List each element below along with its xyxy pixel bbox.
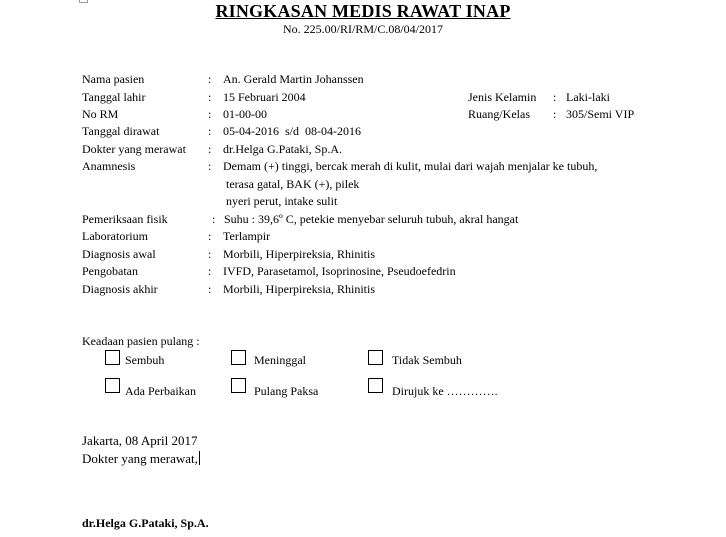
checkbox-pulang-paksa[interactable] bbox=[231, 378, 246, 393]
colon: : bbox=[553, 90, 557, 104]
checkbox-sembuh[interactable] bbox=[105, 350, 120, 365]
colon: : bbox=[208, 124, 212, 138]
doctor-value[interactable]: dr.Helga G.Pataki, Sp.A. bbox=[223, 142, 342, 156]
option-pulang-paksa-label: Pulang Paksa bbox=[254, 384, 319, 398]
physical-exam-value[interactable]: Suhu : 39,6º C, petekie menyebar seluruh tubuh, akral hangat bbox=[224, 212, 519, 226]
gender-value[interactable]: Laki-laki bbox=[566, 90, 610, 104]
discharge-status-label: Keadaan pasien pulang : bbox=[82, 334, 200, 348]
physical-exam-label: Pemeriksaan fisik bbox=[82, 212, 168, 226]
patient-name-label: Nama pasien bbox=[82, 72, 145, 86]
colon: : bbox=[208, 107, 212, 121]
birth-date-value[interactable]: 15 Februari 2004 bbox=[223, 90, 306, 104]
checkbox-dirujuk[interactable] bbox=[368, 378, 383, 393]
checkbox-ada-perbaikan[interactable] bbox=[105, 378, 120, 393]
checkbox-meninggal[interactable] bbox=[231, 350, 246, 365]
colon: : bbox=[208, 264, 212, 278]
initial-diagnosis-value[interactable]: Morbili, Hiperpireksia, Rhinitis bbox=[223, 247, 375, 261]
colon: : bbox=[208, 142, 212, 156]
colon: : bbox=[208, 229, 212, 243]
final-diagnosis-label: Diagnosis akhir bbox=[82, 282, 158, 296]
final-diagnosis-value[interactable]: Morbili, Hiperpireksia, Rhinitis bbox=[223, 282, 375, 296]
option-tidak-sembuh-label: Tidak Sembuh bbox=[392, 353, 462, 367]
option-dirujuk-label: Dirujuk ke …………. bbox=[392, 384, 498, 398]
doctor-label: Dokter yang merawat bbox=[82, 142, 186, 156]
laboratory-value[interactable]: Terlampir bbox=[223, 229, 271, 243]
colon: : bbox=[553, 107, 557, 121]
laboratory-label: Laboratorium bbox=[82, 229, 148, 243]
document-title: RINGKASAN MEDIS RAWAT INAP bbox=[215, 1, 511, 21]
option-meninggal-label: Meninggal bbox=[254, 353, 306, 367]
admission-dates-value[interactable]: 05-04-2016 s/d 08-04-2016 bbox=[223, 124, 361, 138]
option-sembuh-label: Sembuh bbox=[125, 353, 165, 367]
text-cursor bbox=[199, 451, 200, 465]
anamnesis-label: Anamnesis bbox=[82, 159, 136, 173]
gender-label: Jenis Kelamin bbox=[468, 90, 537, 104]
admission-dates-label: Tanggal dirawat bbox=[82, 124, 160, 138]
place-date[interactable]: Jakarta, 08 April 2017 bbox=[82, 433, 198, 448]
document-number: No. 225.00/RI/RM/C.08/04/2017 bbox=[282, 22, 443, 36]
colon: : bbox=[208, 72, 212, 86]
room-class-value[interactable]: 305/Semi VIP bbox=[566, 107, 635, 121]
birth-date-label: Tanggal lahir bbox=[82, 90, 146, 104]
colon: : bbox=[212, 212, 216, 226]
anamnesis-line-2[interactable]: terasa gatal, BAK (+), pilek bbox=[226, 177, 360, 191]
treatment-label: Pengobatan bbox=[82, 264, 138, 278]
colon: : bbox=[208, 90, 212, 104]
anamnesis-line-1[interactable]: Demam (+) tinggi, bercak merah di kulit, mulai dari wajah menjalar ke tubuh, bbox=[223, 159, 598, 173]
room-class-label: Ruang/Kelas bbox=[468, 107, 530, 121]
colon: : bbox=[208, 247, 212, 261]
option-ada-perbaikan-label: Ada Perbaikan bbox=[125, 384, 196, 398]
anamnesis-line-3[interactable]: nyeri perut, intake sulit bbox=[226, 194, 338, 208]
colon: : bbox=[208, 159, 212, 173]
doctor-sign-label-text: Dokter yang merawat, bbox=[82, 451, 198, 466]
medical-record-label: No RM bbox=[82, 107, 119, 121]
doctor-sign-label[interactable] bbox=[82, 451, 200, 467]
treatment-value[interactable]: IVFD, Parasetamol, Isoprinosine, Pseudoefedrin bbox=[223, 264, 456, 278]
patient-name-value[interactable]: An. Gerald Martin Johanssen bbox=[223, 72, 364, 86]
colon: : bbox=[208, 282, 212, 296]
initial-diagnosis-label: Diagnosis awal bbox=[82, 247, 156, 261]
signature-name[interactable]: dr.Helga G.Pataki, Sp.A. bbox=[82, 516, 209, 530]
checkbox-tidak-sembuh[interactable] bbox=[368, 350, 383, 365]
medical-record-value[interactable]: 01-00-00 bbox=[223, 107, 267, 121]
